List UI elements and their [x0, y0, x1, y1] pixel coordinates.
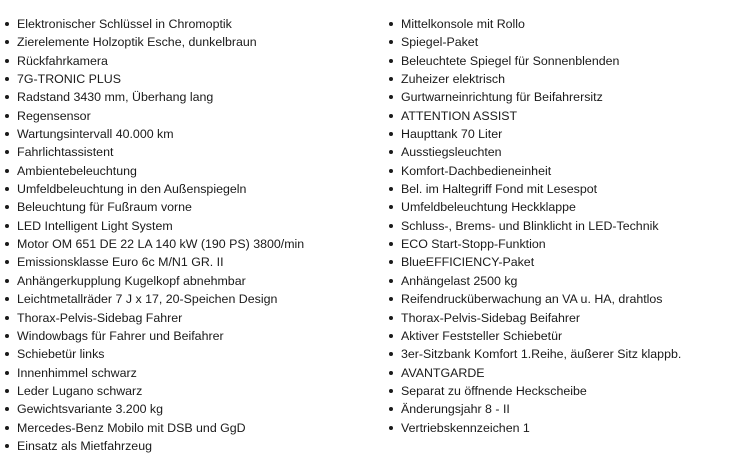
- bullet-icon: [389, 22, 393, 26]
- feature-text: 3er-Sitzbank Komfort 1.Reihe, äußerer Sitz klappb.: [401, 347, 682, 362]
- feature-item: [0, 345, 380, 363]
- feature-item: [384, 253, 739, 271]
- feature-item: [384, 272, 739, 290]
- feature-item: [0, 217, 380, 235]
- bullet-icon: [5, 187, 9, 191]
- feature-text: Änderungsjahr 8 - II: [401, 402, 510, 417]
- feature-item: [384, 382, 739, 400]
- feature-item: [384, 309, 739, 327]
- feature-item: [0, 400, 380, 418]
- bullet-icon: [5, 40, 9, 44]
- feature-text: Ambientebeleuchtung: [17, 163, 137, 178]
- feature-item: [384, 125, 739, 143]
- feature-item: [0, 290, 380, 308]
- feature-text: Motor OM 651 DE 22 LA 140 kW (190 PS) 3800/min: [17, 237, 305, 252]
- feature-text: Rückfahrkamera: [17, 53, 108, 68]
- feature-item: [0, 107, 380, 125]
- bullet-icon: [389, 59, 393, 63]
- feature-item: [384, 235, 739, 253]
- feature-item: [384, 107, 739, 125]
- bullet-icon: [389, 334, 393, 338]
- feature-item: [0, 125, 380, 143]
- feature-text: Anhängerkupplung Kugelkopf abnehmbar: [17, 273, 246, 288]
- bullet-icon: [5, 132, 9, 136]
- feature-text: Schiebetür links: [17, 347, 105, 362]
- feature-item: [0, 419, 380, 437]
- feature-item: [0, 143, 380, 161]
- bullet-icon: [389, 389, 393, 393]
- bullet-icon: [389, 279, 393, 283]
- feature-item: [0, 88, 380, 106]
- feature-text: ATTENTION ASSIST: [401, 108, 518, 123]
- feature-item: [384, 33, 739, 51]
- feature-item: [0, 309, 380, 327]
- bullet-icon: [389, 407, 393, 411]
- bullet-icon: [5, 297, 9, 301]
- feature-text: Komfort-Dachbedieneinheit: [401, 163, 552, 178]
- feature-text: Fahrlichtassistent: [17, 145, 114, 160]
- feature-text: Elektronischer Schlüssel in Chromoptik: [17, 17, 232, 31]
- feature-text: LED Intelligent Light System: [17, 218, 173, 233]
- feature-item: [0, 70, 380, 88]
- bullet-icon: [389, 77, 393, 81]
- feature-list-left: [0, 15, 380, 455]
- feature-text: Vertriebskennzeichen 1: [401, 420, 530, 435]
- feature-item: [384, 162, 739, 180]
- bullet-icon: [5, 279, 9, 283]
- bullet-icon: [5, 22, 9, 26]
- feature-item: [384, 52, 739, 70]
- feature-item: [384, 198, 739, 216]
- feature-text: Reifendrucküberwachung an VA u. HA, drahtlos: [401, 292, 663, 307]
- feature-text: Wartungsintervall 40.000 km: [17, 127, 174, 142]
- bullet-icon: [5, 114, 9, 118]
- feature-text: Radstand 3430 mm, Überhang lang: [17, 90, 214, 105]
- bullet-icon: [389, 242, 393, 246]
- bullet-icon: [389, 95, 393, 99]
- feature-item: [0, 198, 380, 216]
- bullet-icon: [389, 260, 393, 264]
- feature-text: Schluss-, Brems- und Blinklicht in LED-Technik: [401, 218, 659, 233]
- feature-item: [0, 253, 380, 271]
- feature-text: Mittelkonsole mit Rollo: [401, 17, 525, 31]
- feature-item: [0, 52, 380, 70]
- feature-list-right: [384, 15, 739, 437]
- bullet-icon: [5, 77, 9, 81]
- feature-text: Beleuchtete Spiegel für Sonnenblenden: [401, 53, 620, 68]
- bullet-icon: [389, 40, 393, 44]
- feature-text: Zierelemente Holzoptik Esche, dunkelbraun: [17, 35, 257, 50]
- feature-item: [0, 364, 380, 382]
- feature-text: Regensensor: [17, 108, 91, 123]
- bullet-icon: [5, 407, 9, 411]
- feature-item: [0, 382, 380, 400]
- bullet-icon: [389, 297, 393, 301]
- feature-text: Einsatz als Mietfahrzeug: [17, 438, 152, 453]
- feature-item: [384, 88, 739, 106]
- feature-text: Haupttank 70 Liter: [401, 127, 503, 142]
- feature-item: [384, 419, 739, 437]
- feature-text: Beleuchtung für Fußraum vorne: [17, 200, 192, 215]
- feature-item: [0, 437, 380, 455]
- feature-text: AVANTGARDE: [401, 365, 485, 380]
- feature-item: [384, 143, 739, 161]
- bullet-icon: [389, 150, 393, 154]
- feature-text: Innenhimmel schwarz: [17, 365, 137, 380]
- bullet-icon: [389, 371, 393, 375]
- feature-text: ECO Start-Stopp-Funktion: [401, 237, 546, 252]
- feature-item: [384, 15, 739, 33]
- feature-text: Mercedes-Benz Mobilo mit DSB und GgD: [17, 420, 246, 435]
- bullet-icon: [389, 169, 393, 173]
- bullet-icon: [389, 426, 393, 430]
- bullet-icon: [389, 114, 393, 118]
- feature-item: [384, 217, 739, 235]
- feature-text: Umfeldbeleuchtung Heckklappe: [401, 200, 576, 215]
- feature-text: Gewichtsvariante 3.200 kg: [17, 402, 164, 417]
- bullet-icon: [389, 132, 393, 136]
- bullet-icon: [5, 205, 9, 209]
- feature-text: Leder Lugano schwarz: [17, 383, 143, 398]
- feature-item: [0, 180, 380, 198]
- bullet-icon: [5, 352, 9, 356]
- feature-item: [384, 327, 739, 345]
- feature-text: Gurtwarneinrichtung für Beifahrersitz: [401, 90, 603, 105]
- bullet-icon: [5, 59, 9, 63]
- feature-text: Leichtmetallräder 7 J x 17, 20-Speichen Design: [17, 292, 278, 307]
- bullet-icon: [389, 205, 393, 209]
- feature-item: [384, 70, 739, 88]
- feature-item: [384, 364, 739, 382]
- bullet-icon: [5, 260, 9, 264]
- bullet-icon: [5, 150, 9, 154]
- feature-text: Ausstiegsleuchten: [401, 145, 502, 160]
- feature-item: [0, 235, 380, 253]
- bullet-icon: [5, 242, 9, 246]
- feature-text: Thorax-Pelvis-Sidebag Fahrer: [17, 310, 183, 325]
- feature-text: Aktiver Feststeller Schiebetür: [401, 328, 563, 343]
- feature-text: 7G-TRONIC PLUS: [17, 72, 121, 87]
- bullet-icon: [5, 371, 9, 375]
- bullet-icon: [5, 426, 9, 430]
- bullet-icon: [5, 389, 9, 393]
- bullet-icon: [5, 95, 9, 99]
- feature-text: Emissionsklasse Euro 6c M/N1 GR. II: [17, 255, 224, 270]
- feature-item: [384, 290, 739, 308]
- bullet-icon: [5, 334, 9, 338]
- bullet-icon: [5, 169, 9, 173]
- bullet-icon: [389, 224, 393, 228]
- feature-item: [0, 272, 380, 290]
- feature-text: Umfeldbeleuchtung in den Außenspiegeln: [17, 182, 247, 197]
- bullet-icon: [389, 352, 393, 356]
- feature-text: Zuheizer elektrisch: [401, 72, 505, 87]
- feature-text: BlueEFFICIENCY-Paket: [401, 255, 535, 270]
- feature-item: [0, 162, 380, 180]
- feature-text: Spiegel-Paket: [401, 35, 479, 50]
- feature-text: Windowbags für Fahrer und Beifahrer: [17, 328, 224, 343]
- feature-text: Anhängelast 2500 kg: [401, 273, 518, 288]
- bullet-icon: [5, 316, 9, 320]
- feature-text: Separat zu öffnende Heckscheibe: [401, 383, 587, 398]
- bullet-icon: [5, 224, 9, 228]
- feature-item: [384, 180, 739, 198]
- feature-text: Bel. im Haltegriff Fond mit Lesespot: [401, 182, 598, 197]
- bullet-icon: [389, 187, 393, 191]
- feature-item: [384, 345, 739, 363]
- feature-text: Thorax-Pelvis-Sidebag Beifahrer: [401, 310, 581, 325]
- feature-item: [0, 15, 380, 33]
- bullet-icon: [5, 444, 9, 448]
- feature-item: [384, 400, 739, 418]
- bullet-icon: [389, 316, 393, 320]
- feature-item: [0, 33, 380, 51]
- feature-item: [0, 327, 380, 345]
